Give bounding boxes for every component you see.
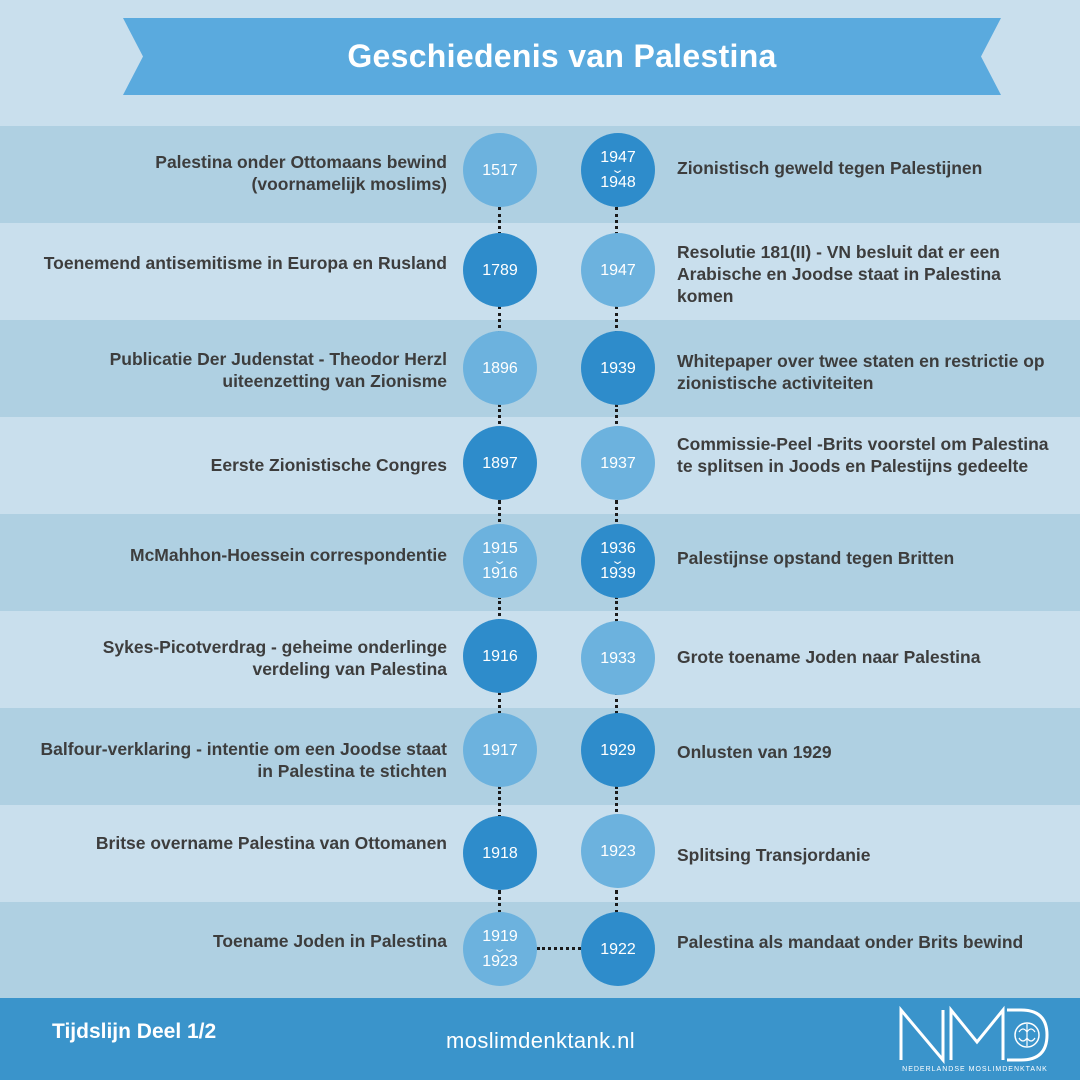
chevron-down-icon: ⌄ (492, 943, 508, 955)
connector-dots (498, 786, 501, 818)
chevron-down-icon: ⌄ (610, 164, 626, 176)
year-circle (463, 233, 537, 307)
nmd-logo-icon (895, 1002, 1055, 1066)
year-label: 1939 (600, 359, 636, 377)
chevron-down-icon: ⌄ (492, 555, 508, 567)
year-label: 1897 (482, 454, 518, 472)
year-circle (581, 814, 655, 888)
year-circle (581, 331, 655, 405)
year-label: 1929 (600, 741, 636, 759)
year-circle (463, 331, 537, 405)
event-text: Palestina onder Ottomaans bewind (voornamelijk moslims) (155, 152, 447, 194)
event-text: Splitsing Transjordanie (677, 845, 871, 865)
connector-dots (498, 306, 501, 334)
connector-dots (498, 890, 501, 914)
year-to-label: 1916 (482, 565, 518, 582)
event-text: Palestijnse opstand tegen Britten (677, 548, 955, 568)
year-to-label: 1939 (600, 565, 636, 582)
year-circle (463, 426, 537, 500)
year-circle (463, 816, 537, 890)
year-label: 1917 (482, 741, 518, 759)
year-from-label: 1919 (482, 928, 518, 945)
year-circle (463, 619, 537, 693)
year-range-circle (581, 133, 655, 207)
year-circle (581, 233, 655, 307)
year-label: 1933 (600, 649, 636, 667)
year-range-circle (581, 524, 655, 598)
event-text: Publicatie Der Judenstat - Theodor Herzl uiteenzetting van Zionisme (109, 349, 447, 391)
year-from-label: 1947 (600, 149, 636, 166)
year-circle (581, 621, 655, 695)
year-circle (463, 133, 537, 207)
year-label: 1922 (600, 940, 636, 958)
year-circle (581, 426, 655, 500)
year-range-circle (463, 524, 537, 598)
year-circle (581, 713, 655, 787)
series-label: Tijdslijn Deel 1/2 (52, 1020, 217, 1043)
event-text: Whitepaper over twee staten en restrictie op zionistische activiteiten (677, 351, 1045, 393)
logo-subtitle: NEDERLANDSE MOSLIMDENKTANK (902, 1066, 1048, 1073)
year-label: 1923 (600, 842, 636, 860)
website-link[interactable]: moslimdenktank.nl (446, 1028, 635, 1053)
year-to-label: 1948 (600, 174, 636, 191)
connector-dots (615, 306, 618, 334)
year-label: 1918 (482, 844, 518, 862)
page-title: Geschiedenis van Palestina (347, 38, 777, 74)
year-circle (581, 912, 655, 986)
event-text: Resolutie 181(II) - VN besluit dat er een Arabische en Joodse staat in Palestina komen (677, 242, 1001, 306)
event-text: Onlusten van 1929 (677, 742, 832, 762)
connector-dots (615, 596, 618, 622)
event-text: Toenemend antisemitisme in Europa en Rusland (43, 253, 447, 273)
event-text: McMahhon-Hoessein correspondentie (130, 545, 447, 565)
year-circle (463, 713, 537, 787)
connector-dots-horizontal (537, 947, 581, 950)
year-label: 1517 (482, 161, 518, 179)
year-from-label: 1915 (482, 540, 518, 557)
event-text: Sykes-Picotverdrag - geheime onderlinge verdeling van Palestina (102, 637, 447, 679)
event-text: Zionistisch geweld tegen Palestijnen (677, 158, 983, 178)
nmd-logo (895, 1002, 1055, 1078)
footer (0, 998, 1080, 1080)
year-label: 1789 (482, 261, 518, 279)
event-text: Commissie-Peel -Brits voorstel om Palestina te splitsen in Joods en Palestijns gedeelte (677, 434, 1049, 476)
event-text: Palestina als mandaat onder Brits bewind (677, 932, 1024, 952)
event-text: Grote toename Joden naar Palestina (677, 647, 981, 667)
event-text: Eerste Zionistische Congres (210, 455, 447, 475)
year-from-label: 1936 (600, 540, 636, 557)
event-text: Balfour-verklaring - intentie om een Joodse staat in Palestina te stichten (40, 739, 447, 781)
chevron-down-icon: ⌄ (610, 555, 626, 567)
event-text: Toename Joden in Palestina (212, 931, 447, 951)
year-to-label: 1923 (482, 953, 518, 970)
event-text: Britse overname Palestina van Ottomanen (95, 833, 447, 853)
title-banner (123, 18, 1001, 95)
year-label: 1947 (600, 261, 636, 279)
connector-dots (498, 207, 501, 235)
connector-dots (615, 890, 618, 914)
year-range-circle (463, 912, 537, 986)
year-label: 1896 (482, 359, 518, 377)
year-label: 1937 (600, 454, 636, 472)
connector-dots (615, 207, 618, 235)
year-label: 1916 (482, 647, 518, 665)
